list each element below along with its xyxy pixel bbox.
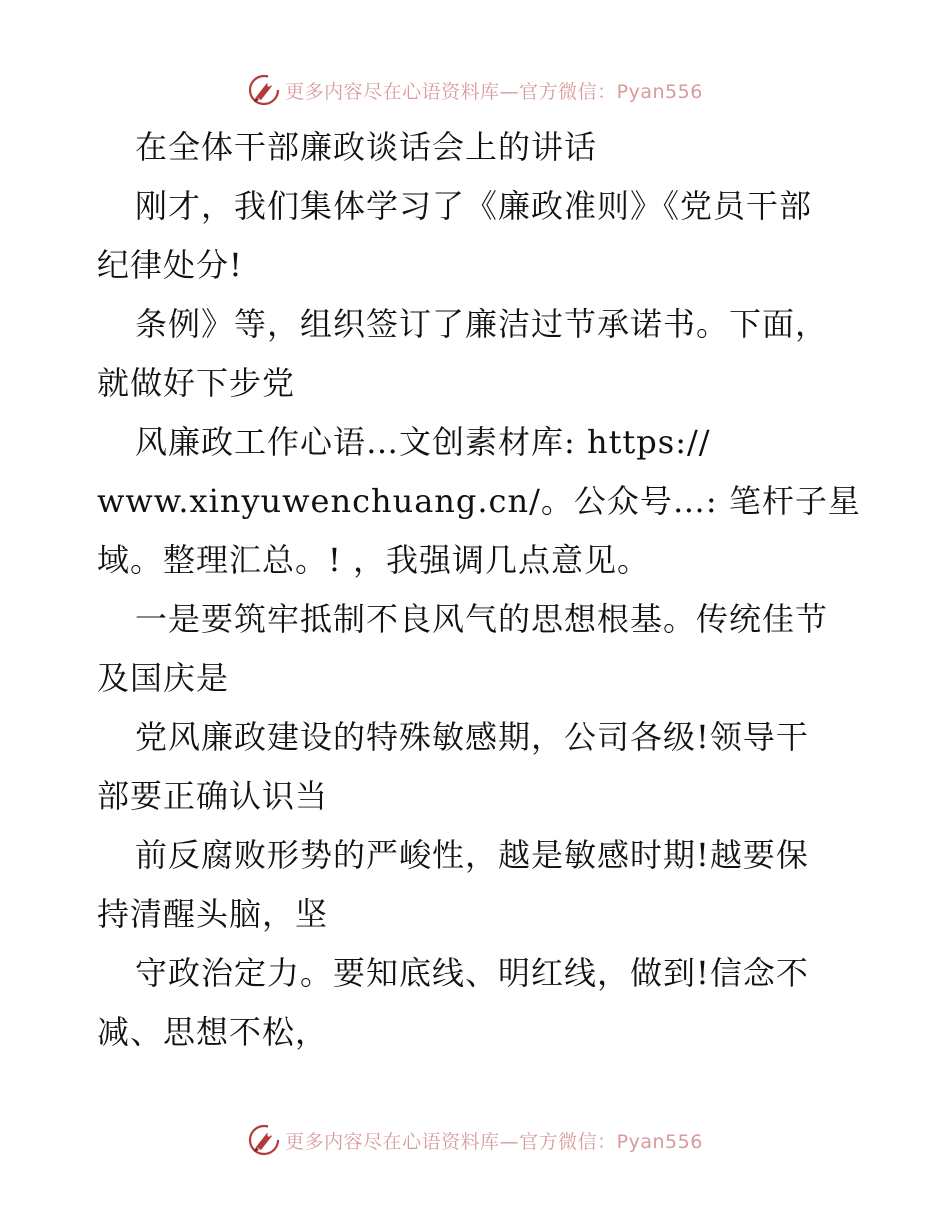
text-line: 域。整理汇总。! ，我强调几点意见。 bbox=[97, 541, 651, 579]
header-banner bbox=[0, 70, 950, 110]
pen-nib-logo-icon bbox=[247, 1123, 281, 1157]
pen-nib-logo-icon bbox=[247, 73, 281, 107]
text-line: www.xinyuwenchuang.cn/。公众号…: 笔杆子星 bbox=[97, 482, 861, 520]
text-line: 减、思想不松， bbox=[97, 1013, 329, 1051]
text-line: 一是要筑牢抵制不良风气的思想根基。传统佳节 bbox=[135, 600, 829, 638]
text-line: 党风廉政建设的特殊敏感期，公司各级!领导干 bbox=[135, 718, 809, 756]
text-line: 刚才，我们集体学习了《廉政准则》《党员干部 bbox=[135, 187, 813, 225]
text-line: 持清醒头脑，坚 bbox=[97, 895, 329, 933]
text-line: 前反腐败形势的严峻性，越是敏感时期!越要保 bbox=[135, 836, 809, 874]
text-line: 及国庆是 bbox=[97, 659, 230, 697]
text-line: 条例》等，组织签订了廉洁过节承诺书。下面， bbox=[135, 305, 829, 343]
document-body bbox=[97, 118, 861, 1062]
banner-text: 更多内容尽在心语资料库—官方微信：Pyan556 bbox=[285, 80, 703, 103]
footer-banner bbox=[0, 1120, 950, 1160]
text-line: 在全体干部廉政谈话会上的讲话 bbox=[135, 128, 598, 166]
text-line: 守政治定力。要知底线、明红线，做到!信念不 bbox=[135, 954, 809, 992]
text-line: 就做好下步党 bbox=[97, 364, 296, 402]
text-line: 风廉政工作心语…文创素材库: https:// bbox=[135, 423, 711, 461]
text-line: 纪律处分! bbox=[97, 246, 243, 284]
banner-text: 更多内容尽在心语资料库—官方微信：Pyan556 bbox=[285, 1130, 703, 1153]
text-line: 部要正确认识当 bbox=[97, 777, 329, 815]
